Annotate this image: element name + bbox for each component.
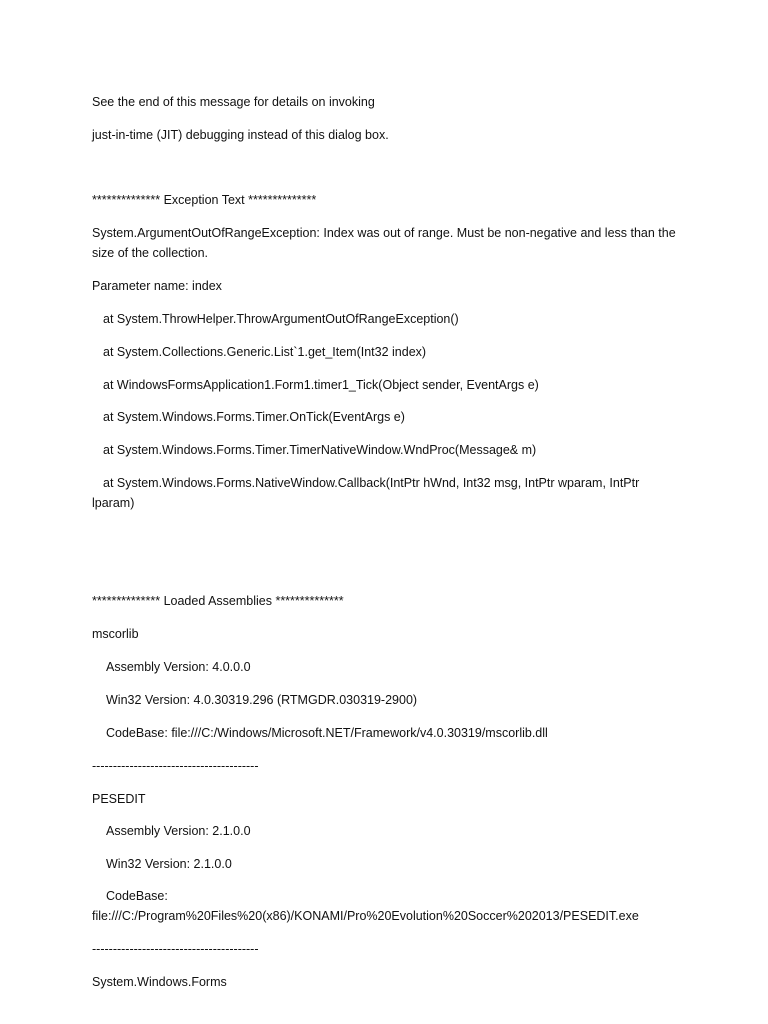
assembly-version: Assembly Version: 4.0.0.0: [106, 660, 251, 674]
stack-trace-line: at System.Collections.Generic.List`1.get_Item(Int32 index): [103, 345, 427, 359]
stack-trace-line: at System.Windows.Forms.Timer.TimerNativeWindow.WndProc(Message& m): [103, 443, 537, 457]
loaded-assemblies-header: ************** Loaded Assemblies **************: [92, 594, 344, 608]
exception-message: System.ArgumentOutOfRangeException: Index was out of range. Must be non-negative and less than the size of the collection.: [92, 226, 680, 260]
assembly-name: mscorlib: [92, 627, 139, 641]
separator: ----------------------------------------: [92, 759, 259, 773]
stack-trace-line: at WindowsFormsApplication1.Form1.timer1_Tick(Object sender, EventArgs e): [103, 378, 539, 392]
stack-trace-line: at System.Windows.Forms.Timer.OnTick(EventArgs e): [103, 410, 405, 424]
win32-version: Win32 Version: 4.0.30319.296 (RTMGDR.030319-2900): [106, 693, 418, 707]
codebase: CodeBase: file:///C:/Program%20Files%20(x86)/KONAMI/Pro%20Evolution%20Soccer%202013/PESEDIT.exe: [92, 889, 639, 923]
assembly-name: System.Windows.Forms: [92, 975, 227, 989]
codebase: CodeBase: file:///C:/Windows/Microsoft.NET/Framework/v4.0.30319/mscorlib.dll: [106, 726, 548, 740]
assembly-version: Assembly Version: 2.1.0.0: [106, 824, 251, 838]
assembly-name: PESEDIT: [92, 792, 146, 806]
intro-line-2: just-in-time (JIT) debugging instead of this dialog box.: [92, 128, 389, 142]
separator: ----------------------------------------: [92, 942, 259, 956]
exception-text-header: ************** Exception Text **************: [92, 193, 317, 207]
win32-version: Win32 Version: 2.1.0.0: [106, 857, 232, 871]
stack-trace-line: at System.Windows.Forms.NativeWindow.Callback(IntPtr hWnd, Int32 msg, IntPtr wparam, IntPtr lparam): [92, 476, 643, 510]
intro-line-1: See the end of this message for details on invoking: [92, 95, 375, 109]
stack-trace-line: at System.ThrowHelper.ThrowArgumentOutOfRangeException(): [103, 312, 459, 326]
parameter-name-line: Parameter name: index: [92, 279, 222, 293]
